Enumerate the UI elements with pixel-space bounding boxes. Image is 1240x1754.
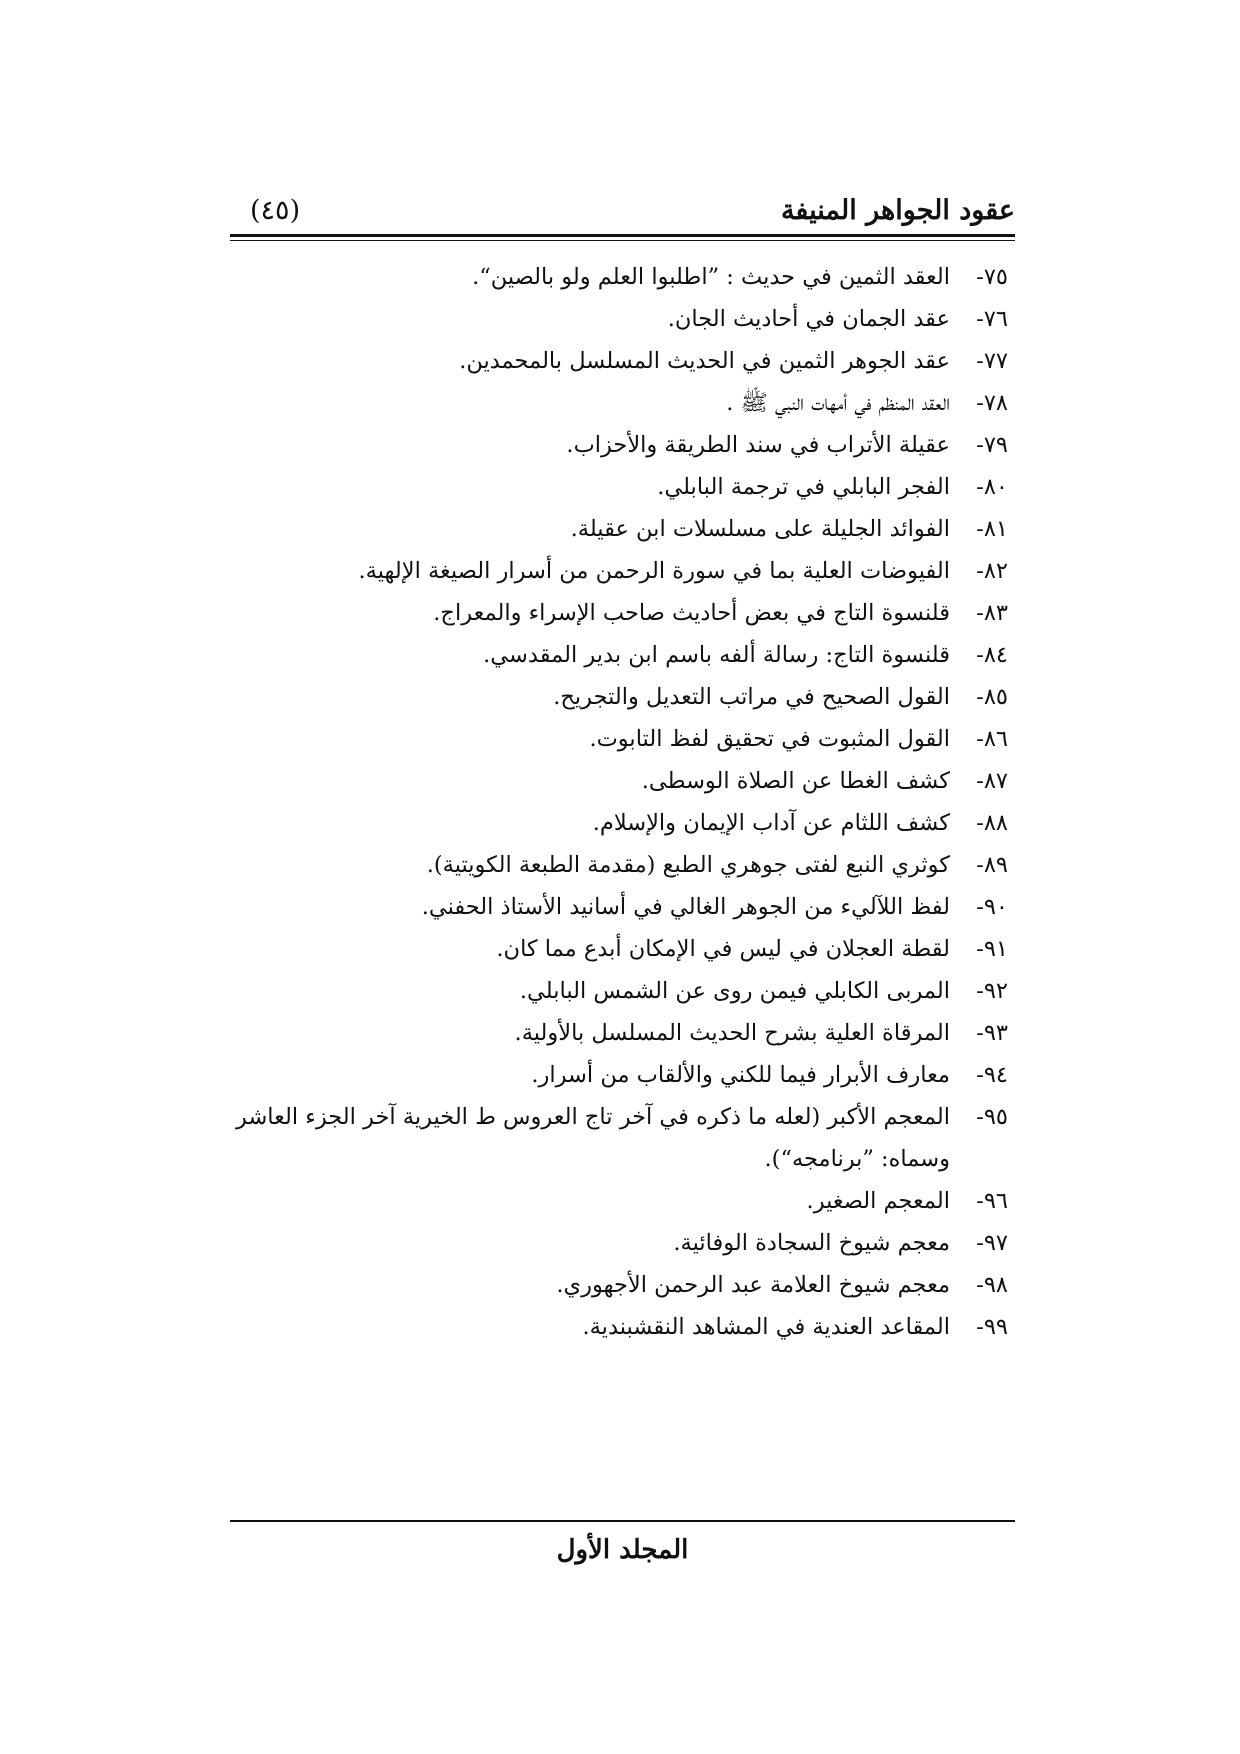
- list-item: [210, 1306, 1008, 1348]
- entry-number: ٨٨-: [976, 810, 1008, 836]
- entry-title: العقد الثمين في حديث : ”اطلبوا العلم ولو بالصين“.: [472, 264, 950, 290]
- header-divider-thin: [230, 240, 1015, 241]
- list-item: [210, 550, 1008, 592]
- list-item: [210, 1264, 1008, 1306]
- list-item: [210, 634, 1008, 676]
- book-title: عقود الجواهر المنيفة: [780, 195, 1015, 226]
- list-item: [210, 424, 1008, 466]
- entry-title: عقد الجوهر الثمين في الحديث المسلسل بالمحمدين.: [459, 348, 950, 374]
- list-item: [210, 508, 1008, 550]
- list-item: [210, 970, 1008, 1012]
- header-divider: [230, 234, 1015, 237]
- entry-number: ٩٩-: [976, 1314, 1008, 1340]
- entry-title: كشف اللثام عن آداب الإيمان والإسلام.: [592, 810, 950, 836]
- entry-title: عقد الجمان في أحاديث الجان.: [667, 306, 950, 332]
- entry-number: ٧٧-: [976, 348, 1008, 374]
- entry-number: ٨٦-: [976, 726, 1008, 752]
- entry-number: ٧٨-: [976, 390, 1008, 416]
- list-item: [210, 676, 1008, 718]
- entry-title: المعجم الأكبر (لعله ما ذكره في آخر تاج العروس ط الخيرية آخر الجزء العاشر وسماه: ”برنامجه“).: [236, 1104, 950, 1172]
- entry-title: معارف الأبرار فيما للكني والألقاب من أسرار.: [531, 1062, 950, 1088]
- entry-title: الفجر البابلي في ترجمة البابلي.: [657, 474, 950, 500]
- list-item: [210, 718, 1008, 760]
- entry-number: ٩٣-: [976, 1020, 1008, 1046]
- page-number: (٤٥): [250, 195, 301, 226]
- entry-number: ٧٩-: [976, 432, 1008, 458]
- list-item: [210, 592, 1008, 634]
- list-item: [210, 298, 1008, 340]
- entry-number: ٨٩-: [976, 852, 1008, 878]
- list-item: [210, 466, 1008, 508]
- entry-number: ٧٦-: [976, 306, 1008, 332]
- entry-number: ٩٦-: [976, 1188, 1008, 1214]
- entry-number: ٩٤-: [976, 1062, 1008, 1088]
- list-item: [210, 1012, 1008, 1054]
- entry-number: ٩١-: [976, 936, 1008, 962]
- entry-number: ٧٥-: [976, 264, 1008, 290]
- entry-number: ٩٥-: [976, 1104, 1008, 1130]
- entry-title: المقاعد العندية في المشاهد النقشبندية.: [582, 1314, 950, 1340]
- entry-title: لقطة العجلان في ليس في الإمكان أبدع مما كان.: [496, 936, 950, 962]
- entry-number: ٨١-: [976, 516, 1008, 542]
- list-item: [210, 382, 1008, 424]
- entry-number: ٨٤-: [976, 642, 1008, 668]
- entry-title: معجم شيوخ السجادة الوفائية.: [673, 1230, 950, 1256]
- list-item: [210, 1054, 1008, 1096]
- entry-number: ٨٥-: [976, 684, 1008, 710]
- entry-title: القول المثبوت في تحقيق لفظ التابوت.: [589, 726, 950, 752]
- list-item: [210, 760, 1008, 802]
- volume-label: المجلد الأول: [556, 1535, 689, 1565]
- list-item: [210, 928, 1008, 970]
- entry-number: ٨٣-: [976, 600, 1008, 626]
- list-item: [210, 802, 1008, 844]
- list-item: [210, 256, 1008, 298]
- list-item: [210, 1180, 1008, 1222]
- entry-title: الفوائد الجليلة على مسلسلات ابن عقيلة.: [570, 516, 950, 542]
- entry-title: كوثري النبع لفتى جوهري الطبع (مقدمة الطبعة الكويتية).: [426, 852, 950, 878]
- entry-number: ٩٧-: [976, 1230, 1008, 1256]
- list-item: [210, 844, 1008, 886]
- list-item: [210, 1222, 1008, 1264]
- footer-divider: [230, 1520, 1015, 1522]
- entry-title: المربى الكابلي فيمن روى عن الشمس البابلي.: [519, 978, 950, 1004]
- list-item: [210, 340, 1008, 382]
- entry-title: كشف الغطا عن الصلاة الوسطى.: [641, 768, 950, 794]
- entry-number: ٩٨-: [976, 1272, 1008, 1298]
- entry-title: عقيلة الأتراب في سند الطريقة والأحزاب.: [566, 432, 950, 458]
- entry-title: معجم شيوخ العلامة عبد الرحمن الأجهوري.: [556, 1272, 950, 1298]
- bibliography-list: [210, 256, 1008, 1348]
- page-header: [230, 190, 1015, 232]
- entry-number: ٩٠-: [976, 894, 1008, 920]
- entry-title: العقد المنظم في أمهات النبي ﷺ .: [726, 390, 950, 416]
- entry-number: ٨٢-: [976, 558, 1008, 584]
- entry-title: المرقاة العلية بشرح الحديث المسلسل بالأولية.: [514, 1020, 950, 1046]
- entry-title: قلنسوة التاج: رسالة ألفه باسم ابن بدير المقدسي.: [483, 642, 950, 668]
- entry-title: المعجم الصغير.: [806, 1188, 950, 1214]
- entry-title: قلنسوة التاج في بعض أحاديث صاحب الإسراء والمعراج.: [433, 600, 950, 626]
- entry-number: ٨٧-: [976, 768, 1008, 794]
- entry-title: القول الصحيح في مراتب التعديل والتجريح.: [553, 684, 950, 710]
- entry-number: ٨٠-: [976, 474, 1008, 500]
- page-footer: [230, 1528, 1015, 1572]
- entry-number: ٩٢-: [976, 978, 1008, 1004]
- list-item: [210, 886, 1008, 928]
- entry-title: الفيوضات العلية بما في سورة الرحمن من أسرار الصيغة الإلهية.: [358, 558, 950, 584]
- list-item: [210, 1096, 1008, 1180]
- entry-title: لفظ اللآليء من الجوهر الغالي في أسانيد الأستاذ الحفني.: [421, 894, 950, 920]
